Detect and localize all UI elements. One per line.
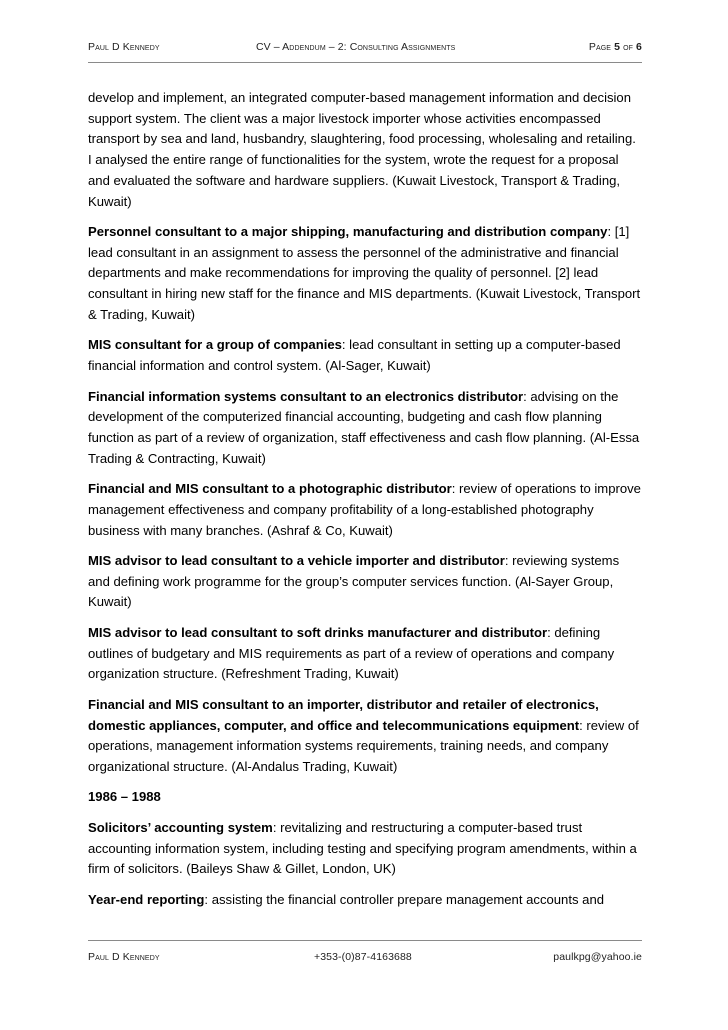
assignment-title: MIS advisor to lead consultant to soft drinks manufacturer and distributor	[88, 624, 548, 640]
assignment-text: : lead consultant in setting up a computer-based financial information and control system. (Al-Sager, Kuwait)	[88, 337, 621, 374]
assignment-text: : assisting the financial controller prepare management accounts and	[204, 891, 605, 907]
assignment-paragraph	[88, 818, 642, 880]
header-page-current: 5	[614, 41, 621, 53]
footer-phone: +353-(0)87-4163688	[314, 951, 412, 963]
assignment-paragraph	[88, 695, 642, 778]
header-page-number	[589, 41, 642, 53]
header-rule	[88, 62, 642, 63]
header-author: Paul D Kennedy	[88, 41, 160, 53]
footer-author: Paul D Kennedy	[88, 951, 160, 963]
assignment-title: Personnel consultant to a major shipping, manufacturing and distribution company	[88, 224, 608, 240]
assignment-title: Financial and MIS consultant to an importer, distributor and retailer of electronics, domestic appliances, computer, and office and telecommunications equipment	[88, 696, 599, 733]
assignment-text: develop and implement, an integrated computer-based management information and decision support system. The client was a major livestock importer whose activities encompassed transport by sea and land, husbandry, slaughtering, food processing, wholesaling and retailing. I analysed the entire range of functionalities for the system, wrote the request for a proposal and evaluated the software and hardware suppliers. (Kuwait Livestock, Transport & Trading, Kuwait)	[88, 90, 636, 209]
assignment-paragraph	[88, 335, 642, 376]
page-footer	[88, 951, 642, 965]
header-page-word: Page	[588, 41, 612, 53]
assignment-title: MIS advisor to lead consultant to a vehicle importer and distributor	[88, 553, 505, 569]
assignment-text: : review of operations, management information systems requirements, training needs, and company organizational structure. (Al-Andalus Trading, Kuwait)	[88, 717, 639, 774]
header-page-total: 6	[636, 41, 642, 53]
header-title: CV – Addendum – 2: Consulting Assignments	[256, 41, 456, 53]
period-heading: 1986 – 1988	[88, 789, 161, 805]
assignment-text: : review of operations to improve management effectiveness and company profitability of a long-established photography business with many branches. (Ashraf & Co, Kuwait)	[88, 481, 641, 538]
assignment-text: : revitalizing and restructuring a computer-based trust accounting information system, including testing and specifying program amendments, within a firm of solicitors. (Baileys Shaw & Gillet, London, UK)	[88, 819, 637, 877]
assignment-title: MIS consultant for a group of companies	[88, 337, 342, 353]
assignment-text: : [1] lead consultant in an assignment to assess the personnel of the administrative and financial departments and make recommendations for improving the quality of personnel. [2] lead consultant in hiring new staff for the finance and MIS departments. (Kuwait Livestock, Transport & Trading, Kuwait)	[88, 224, 641, 322]
assignment-paragraph	[88, 222, 642, 326]
assignment-paragraph	[88, 623, 642, 685]
assignment-title: Financial and MIS consultant to a photographic distributor	[88, 481, 452, 497]
header-page-of: of	[623, 41, 634, 53]
footer-rule	[88, 940, 642, 941]
assignment-paragraph	[88, 88, 642, 212]
assignment-text: : defining outlines of budgetary and MIS requirements as part of a review of operations and company organization structure. (Refreshment Trading, Kuwait)	[88, 624, 615, 682]
assignment-paragraph	[88, 551, 642, 613]
assignment-paragraph	[88, 387, 642, 470]
assignment-text: : advising on the development of the computerized financial accounting, budgeting and cash flow planning function as part of a review of organization, staff effectiveness and cash flow planning. (Al-Essa Trading & Contracting, Kuwait)	[88, 388, 640, 466]
page-header	[88, 41, 642, 55]
assignment-title: Financial information systems consultant to an electronics distributor	[88, 388, 524, 404]
footer-email: paulkpg@yahoo.ie	[553, 951, 642, 963]
assignment-paragraph	[88, 479, 642, 541]
assignment-text: : reviewing systems and defining work programme for the group’s computer services function. (Al-Sayer Group, Kuwait)	[88, 553, 620, 610]
assignment-paragraph	[88, 890, 642, 911]
page-body	[88, 88, 642, 920]
assignment-title: Year-end reporting	[88, 891, 205, 907]
assignment-title: Solicitors’ accounting system	[88, 819, 273, 835]
